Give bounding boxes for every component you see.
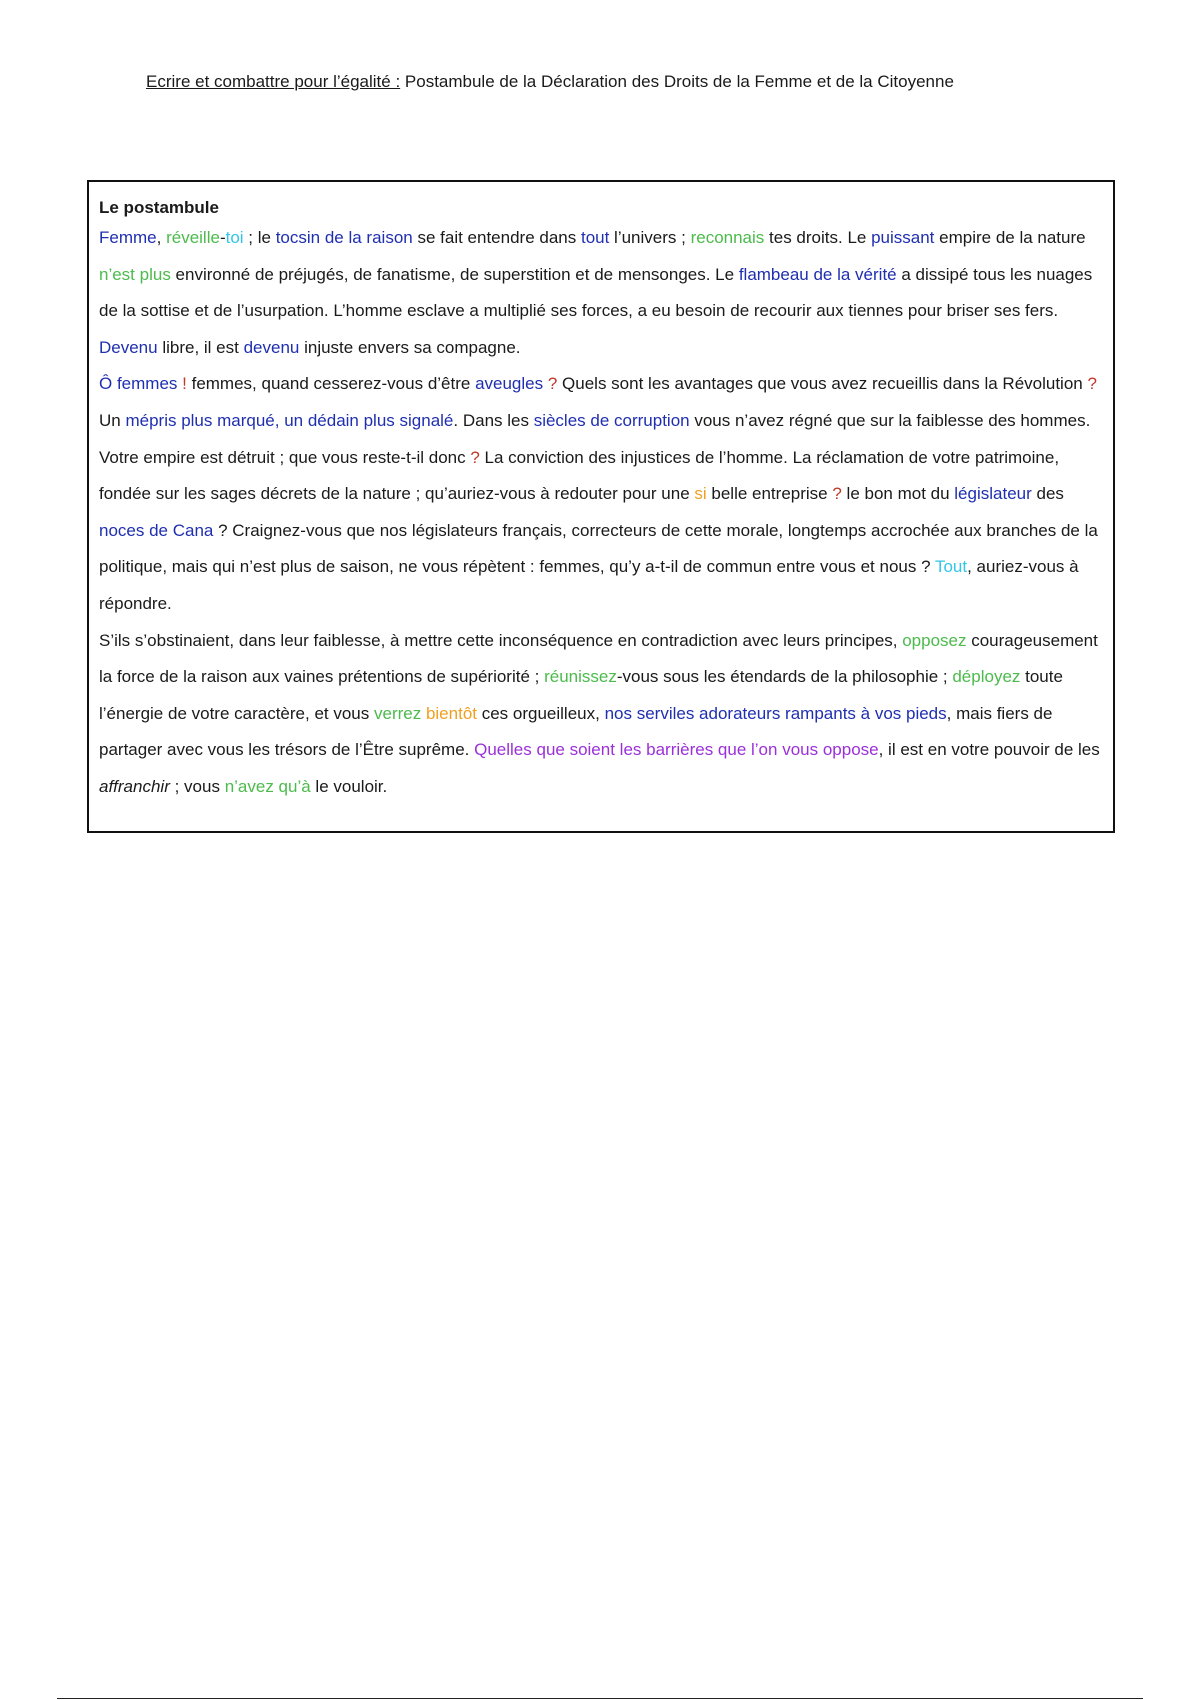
paragraph [99, 623, 1103, 806]
highlighted-word: Femme [99, 228, 157, 247]
highlighted-word: Tout [934, 557, 968, 577]
text-run: , il est en votre pouvoir de les [878, 740, 1100, 760]
highlighted-word: aveugles [475, 374, 544, 394]
highlighted-word: reconnais [690, 228, 765, 247]
highlighted-word: noces de Cana [99, 520, 214, 540]
text-run: libre, il est [157, 337, 244, 357]
text-run: a dissipé tous les nuages de la sottise et de l’usurpation. L’homme esclave a multiplié ses forces, a eu besoin de recourir aux tiennes pour briser ses fers. [99, 264, 1093, 321]
text-run: ; le [243, 228, 276, 247]
highlighted-word: déployez [952, 667, 1021, 687]
highlighted-word: ? [1087, 374, 1097, 394]
highlighted-word: Devenu [99, 337, 158, 357]
highlighted-word: mépris plus marqué, un dédain plus signalé [125, 410, 454, 430]
text-run: vous n’avez régné que sur la faiblesse des hommes. Votre empire est détruit ; que vous reste-t-il donc [99, 410, 1091, 467]
highlighted-word: réveille [166, 228, 220, 247]
text-run: belle entreprise [706, 484, 833, 504]
highlighted-word: n’est plus [99, 264, 171, 284]
highlighted-word: ? [547, 374, 558, 394]
text-run: - [219, 228, 226, 247]
page-title-underlined: Ecrire et combattre pour l’égalité : [146, 72, 401, 91]
text-run: empire de la nature [934, 228, 1086, 247]
text-run: La conviction des injustices de l’homme. La réclamation de votre patrimoine, fondée sur les sages décrets de la nature ; qu’auriez-vous à redouter pour une [99, 447, 1060, 504]
text-run: -vous sous les étendards de la philosophie ; [616, 667, 953, 687]
page-title-rest: Postambule de la Déclaration des Droits de la Femme et de la Citoyenne [400, 72, 954, 91]
highlighted-word: législateur [954, 484, 1032, 504]
highlighted-word: Quelles que soient les barrières que l’on vous oppose [474, 740, 879, 760]
highlighted-word: ? [832, 484, 842, 504]
text-run: femmes, quand cesserez-vous d’être [186, 374, 476, 394]
text-run: Un [99, 410, 126, 430]
paragraph [99, 366, 1103, 622]
text-run: . Dans les [453, 410, 534, 430]
highlighted-word: toi [225, 228, 244, 247]
text-run: se fait entendre dans [412, 228, 581, 247]
highlighted-word: ! [182, 374, 187, 394]
highlighted-word: flambeau de la vérité [738, 264, 897, 284]
text-run: le bon mot du [841, 484, 955, 504]
text-run: le vouloir. [310, 776, 388, 796]
highlighted-word: réunissez [544, 667, 617, 687]
highlighted-word: Ô femmes [99, 374, 178, 394]
text-run: , mais fiers de partager avec vous les trésors de l’Être suprême. [99, 703, 1053, 760]
text-run: ? Craignez-vous que nos législateurs français, correcteurs de cette morale, longtemps accrochée aux branches de la politique, mais qui n’est plus de saison, ne vous répètent : femmes, qu’y a-t-il de commun entre vous et nous ? [99, 520, 1098, 577]
text-run: tes droits. Le [764, 228, 872, 247]
text-run: ; vous [169, 776, 225, 796]
highlighted-word: opposez [902, 630, 967, 650]
text-run: S’ils s’obstinaient, dans leur faiblesse, à mettre cette inconséquence en contradiction avec leurs principes, [99, 630, 903, 650]
text-run: courageusement la force de la raison aux vaines prétentions de supériorité ; [99, 630, 1098, 687]
text-box [87, 180, 1115, 833]
text-run: environné de préjugés, de fanatisme, de superstition et de mensonges. Le [170, 264, 739, 284]
highlighted-word: verrez [373, 703, 422, 723]
text-run: Quels sont les avantages que vous avez recueillis dans la Révolution [557, 374, 1088, 394]
text-run: l’univers ; [609, 228, 691, 247]
highlighted-word: tout [580, 228, 610, 247]
highlighted-word: si [694, 484, 707, 504]
page-title [146, 72, 954, 92]
text-run: des [1031, 484, 1064, 504]
text-run: ces orgueilleux, [477, 703, 605, 723]
highlighted-word: affranchir [99, 776, 170, 796]
text-box-title: Le postambule [99, 198, 219, 217]
footer-divider [57, 1698, 1143, 1699]
highlighted-word: tocsin de la raison [275, 228, 413, 247]
highlighted-word: nos serviles adorateurs rampants à vos pieds [604, 703, 947, 723]
text-run: injuste envers sa compagne. [299, 337, 521, 357]
highlighted-word: siècles de corruption [533, 410, 690, 430]
highlighted-word: n’avez qu’à [224, 776, 311, 796]
highlighted-word: devenu [243, 337, 300, 357]
paragraph [99, 220, 1103, 366]
highlighted-word: ? [470, 447, 480, 467]
highlighted-word: puissant [871, 228, 935, 247]
text-run: , auriez-vous à répondre. [99, 557, 1079, 613]
highlighted-word: bientôt [425, 703, 477, 723]
text-run: toute l’énergie de votre caractère, et vous [99, 667, 1063, 723]
text-run: , [156, 228, 167, 247]
